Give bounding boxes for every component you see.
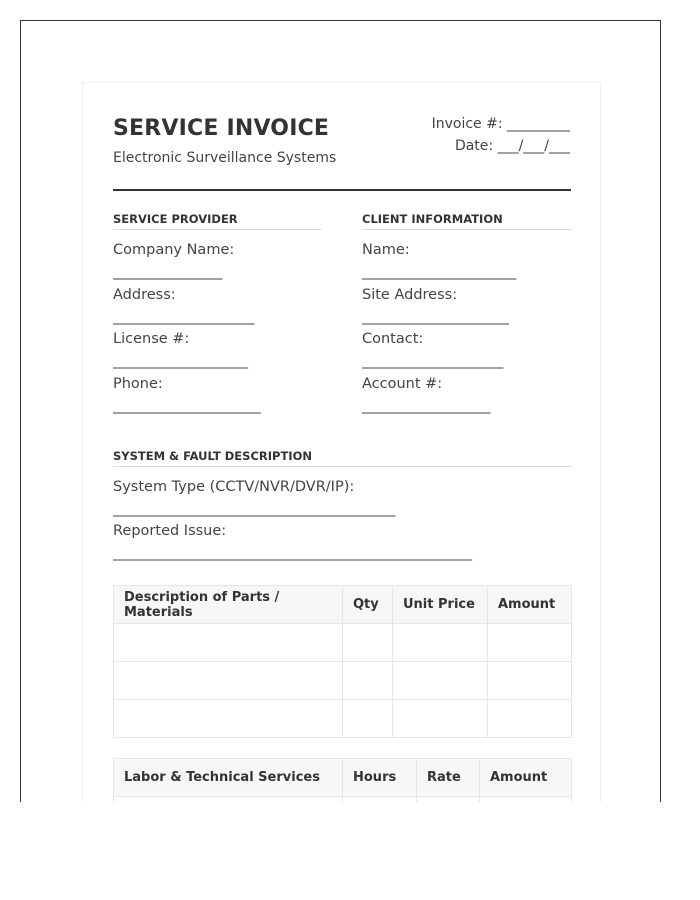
table-cell[interactable] <box>114 662 343 700</box>
table-row <box>114 700 572 738</box>
client-name-field[interactable]: ________________________ <box>362 264 516 280</box>
system-heading-divider <box>113 466 571 467</box>
address-field[interactable]: ______________________ <box>113 309 254 325</box>
invoice-subtitle: Electronic Surveillance Systems <box>113 150 337 166</box>
client-name-label: Name: <box>362 242 410 258</box>
phone-label: Phone: <box>113 376 163 392</box>
company-name-label: Company Name: <box>113 242 235 258</box>
table-cell[interactable] <box>343 797 417 803</box>
client-heading-divider <box>362 229 571 230</box>
system-type-label: System Type (CCTV/NVR/DVR/IP): <box>113 479 355 495</box>
labor-table <box>113 758 572 802</box>
phone-field[interactable]: _______________________ <box>113 398 261 414</box>
invoice-title: SERVICE INVOICE <box>113 116 330 141</box>
parts-description-header: Description of Parts / Materials <box>114 586 343 624</box>
parts-header-row <box>114 586 572 624</box>
header-divider <box>113 189 571 191</box>
invoice-sheet <box>82 82 601 802</box>
table-cell[interactable] <box>488 662 572 700</box>
reported-issue-field[interactable]: ________________________________________________________ <box>113 545 472 561</box>
parts-unit-price-header: Unit Price <box>393 586 488 624</box>
labor-header-row <box>114 759 572 797</box>
table-cell[interactable] <box>343 624 393 662</box>
site-address-label: Site Address: <box>362 287 458 303</box>
reported-issue-label: Reported Issue: <box>113 523 227 539</box>
contact-field[interactable]: ______________________ <box>362 353 503 369</box>
parts-table <box>113 585 572 738</box>
table-cell[interactable] <box>114 700 343 738</box>
client-heading: CLIENT INFORMATION <box>362 212 503 226</box>
license-label: License #: <box>113 331 190 347</box>
provider-heading: SERVICE PROVIDER <box>113 212 238 226</box>
site-address-field[interactable]: _______________________ <box>362 309 509 325</box>
table-cell[interactable] <box>480 797 572 803</box>
table-cell[interactable] <box>393 662 488 700</box>
license-field[interactable]: _____________________ <box>113 353 248 369</box>
labor-rate-header: Rate <box>417 759 480 797</box>
parts-amount-header: Amount <box>488 586 572 624</box>
invoice-date-field[interactable]: Date: ___/___/___ <box>454 138 570 154</box>
table-cell[interactable] <box>343 700 393 738</box>
table-row <box>114 797 572 803</box>
table-cell[interactable] <box>417 797 480 803</box>
page-frame <box>20 20 661 802</box>
parts-qty-header: Qty <box>343 586 393 624</box>
system-heading: SYSTEM & FAULT DESCRIPTION <box>113 449 312 463</box>
table-cell[interactable] <box>393 700 488 738</box>
table-cell[interactable] <box>343 662 393 700</box>
table-row <box>114 662 572 700</box>
table-cell[interactable] <box>393 624 488 662</box>
provider-heading-divider <box>113 229 322 230</box>
system-type-field[interactable]: ____________________________________________ <box>113 501 395 517</box>
account-field[interactable]: ____________________ <box>362 398 491 414</box>
table-cell[interactable] <box>488 700 572 738</box>
labor-services-header: Labor & Technical Services <box>114 759 343 797</box>
table-row <box>114 624 572 662</box>
table-cell[interactable] <box>488 624 572 662</box>
address-label: Address: <box>113 287 176 303</box>
table-cell[interactable] <box>114 797 343 803</box>
labor-hours-header: Hours <box>343 759 417 797</box>
account-label: Account #: <box>362 376 443 392</box>
contact-label: Contact: <box>362 331 424 347</box>
labor-amount-header: Amount <box>480 759 572 797</box>
company-name-field[interactable]: _________________ <box>113 264 222 280</box>
invoice-number-field[interactable]: Invoice #: _________ <box>431 116 570 132</box>
table-cell[interactable] <box>114 624 343 662</box>
